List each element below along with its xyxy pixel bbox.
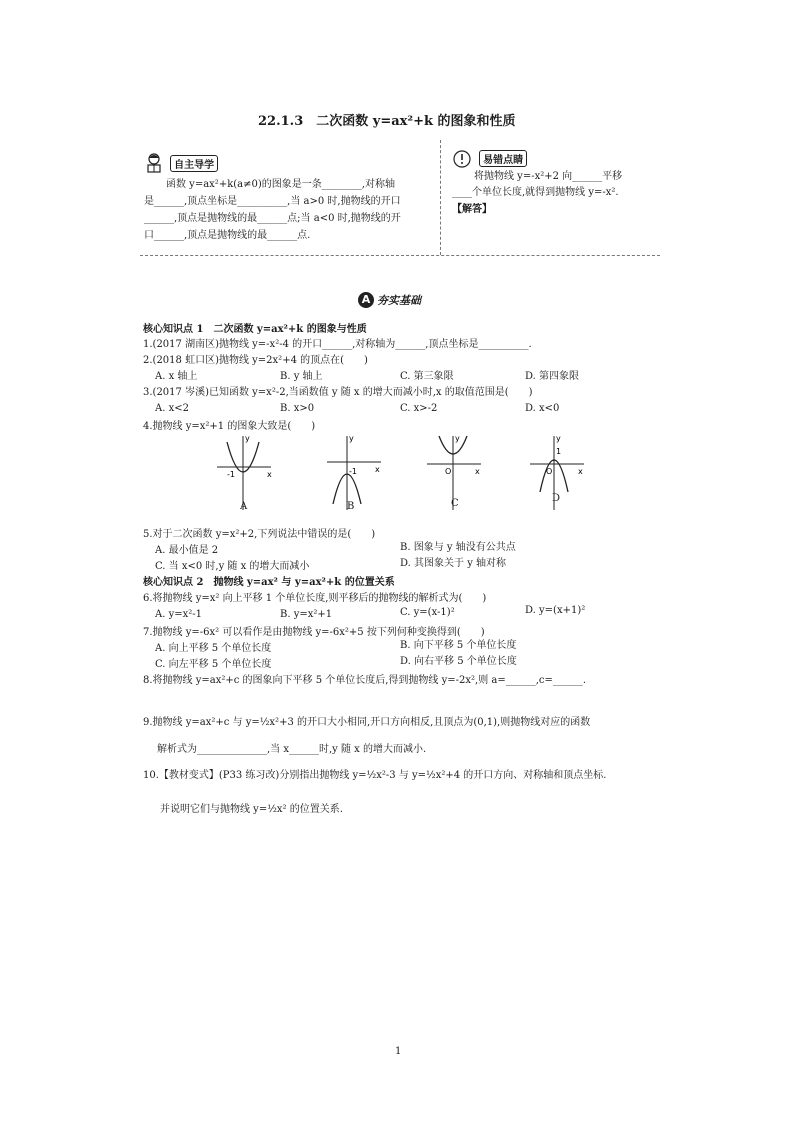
page-title: 22.1.3 二次函数 y=ax²+k 的图象和性质: [258, 114, 516, 129]
q4-graph-b: [325, 432, 385, 512]
q4c-y-label: y: [455, 434, 460, 443]
q3-option-c: C. x>-2: [400, 403, 438, 414]
q5-option-d: D. 其图象关于 y 轴对称: [400, 558, 507, 569]
student-reading-icon: [143, 152, 165, 174]
self-guide-line-3: ______,顶点是抛物线的最______点;当 a<0 时,抛物线的开: [144, 213, 401, 224]
q2-option-d: D. 第四象限: [525, 371, 580, 382]
q7-option-d: D. 向右平移 5 个单位长度: [400, 656, 517, 667]
q4b-y-label: y: [349, 434, 354, 443]
q4b-neg1-label: -1: [349, 467, 357, 476]
q4d-origin-label: O: [546, 467, 553, 476]
question-3: 3.(2017 岑溪)已知函数 y=x²-2,当函数值 y 随 x 的增大而减小时,x 的取值范围是( ): [143, 387, 533, 398]
knowledge-point-1: 核心知识点 1 二次函数 y=ax²+k 的图象与性质: [143, 324, 367, 335]
knowledge-point-2: 核心知识点 2 抛物线 y=ax² 与 y=ax²+k 的位置关系: [143, 577, 395, 588]
error-point-line-2: ____个单位长度,就得到抛物线 y=-x².: [452, 187, 619, 198]
q6-option-c: C. y=(x-1)²: [400, 607, 455, 618]
q4c-x-label: x: [475, 467, 480, 476]
self-guide-header: [143, 152, 218, 174]
q7-option-b: B. 向下平移 5 个单位长度: [400, 640, 517, 651]
header-divider: [140, 255, 660, 256]
q6-option-d: D. y=(x+1)²: [525, 605, 586, 616]
question-9-line-1: 9.抛物线 y=ax²+c 与 y=½x²+3 的开口大小相同,开口方向相反,且顶点为(0,1),则抛物线对应的函数: [143, 717, 591, 728]
section-a-header: [358, 292, 421, 308]
error-point-badge: 易错点睛: [479, 150, 527, 167]
q4a-neg1-label: -1: [227, 470, 235, 479]
q2-option-b: B. y 轴上: [280, 371, 323, 382]
question-7: 7.抛物线 y=-6x² 可以看作是由抛物线 y=-6x²+5 按下列何种变换得到( ): [143, 627, 485, 638]
error-point-header: [452, 148, 527, 169]
question-9-line-2: 解析式为______________,当 x______时,y 随 x 的增大而减小.: [157, 744, 427, 755]
q4-label-b: B: [347, 501, 355, 512]
q4a-x-label: x: [267, 470, 272, 479]
section-a-circle: A: [358, 292, 374, 308]
question-10-line-2: 并说明它们与抛物线 y=½x² 的位置关系.: [160, 804, 343, 815]
question-4: 4.抛物线 y=x²+1 的图象大致是( ): [143, 421, 316, 432]
q5-option-c: C. 当 x<0 时,y 随 x 的增大而减小: [155, 561, 310, 572]
q5-option-b: B. 图象与 y 轴没有公共点: [400, 542, 516, 553]
question-8: 8.将抛物线 y=ax²+c 的图象向下平移 5 个单位长度后,得到抛物线 y=-2x²,则 a=______,c=______.: [143, 675, 587, 686]
q3-option-d: D. x<0: [525, 403, 560, 414]
q2-option-c: C. 第三象限: [400, 371, 454, 382]
warning-figure-icon: [452, 149, 474, 169]
section-a-label: 夯实基础: [377, 294, 421, 307]
question-2: 2.(2018 虹口区)抛物线 y=2x²+4 的顶点在( ): [143, 355, 368, 366]
q4b-x-label: x: [375, 465, 380, 474]
self-guide-badge: 自主导学: [170, 155, 218, 172]
q4-label-d: D: [552, 493, 561, 504]
error-point-line-1: 将抛物线 y=-x²+2 向______平移: [474, 171, 623, 182]
q4c-origin-label: O: [445, 467, 452, 476]
question-6: 6.将抛物线 y=x² 向上平移 1 个单位长度,则平移后的抛物线的解析式为( ): [143, 593, 487, 604]
q4d-x-label: x: [578, 467, 583, 476]
q3-option-b: B. x>0: [280, 403, 315, 414]
q5-option-a: A. 最小值是 2: [155, 545, 219, 556]
q6-option-a: A. y=x²-1: [155, 609, 202, 620]
self-guide-line-1: 函数 y=ax²+k(a≠0)的图象是一条________,对称轴: [166, 179, 395, 190]
question-5: 5.对于二次函数 y=x²+2,下列说法中错误的是( ): [143, 529, 376, 540]
q3-option-a: A. x<2: [155, 403, 189, 414]
solution-label: 【解答】: [452, 204, 492, 215]
self-guide-line-4: 口______,顶点是抛物线的最______点.: [144, 230, 311, 241]
page-number: 1: [395, 1046, 402, 1057]
column-divider: [440, 140, 441, 255]
self-guide-line-2: 是______,顶点坐标是__________,当 a>0 时,抛物线的开口: [144, 196, 401, 207]
q4-label-c: C: [451, 498, 459, 509]
q4-label-a: A: [240, 501, 248, 512]
q2-option-a: A. x 轴上: [155, 371, 198, 382]
q6-option-b: B. y=x²+1: [280, 609, 333, 620]
question-10-line-1: 10.【教材变式】(P33 练习改)分别指出抛物线 y=½x²-3 与 y=½x²+4 的开口方向、对称轴和顶点坐标.: [143, 770, 607, 781]
q4a-y-label: y: [245, 434, 250, 443]
q4d-y-label: y: [556, 434, 561, 443]
q4d-one-label: 1: [556, 447, 562, 456]
q7-option-c: C. 向左平移 5 个单位长度: [155, 659, 272, 670]
question-1: 1.(2017 湖南区)抛物线 y=-x²-4 的开口______,对称轴为______,顶点坐标是__________.: [143, 339, 532, 350]
q7-option-a: A. 向上平移 5 个单位长度: [155, 643, 272, 654]
